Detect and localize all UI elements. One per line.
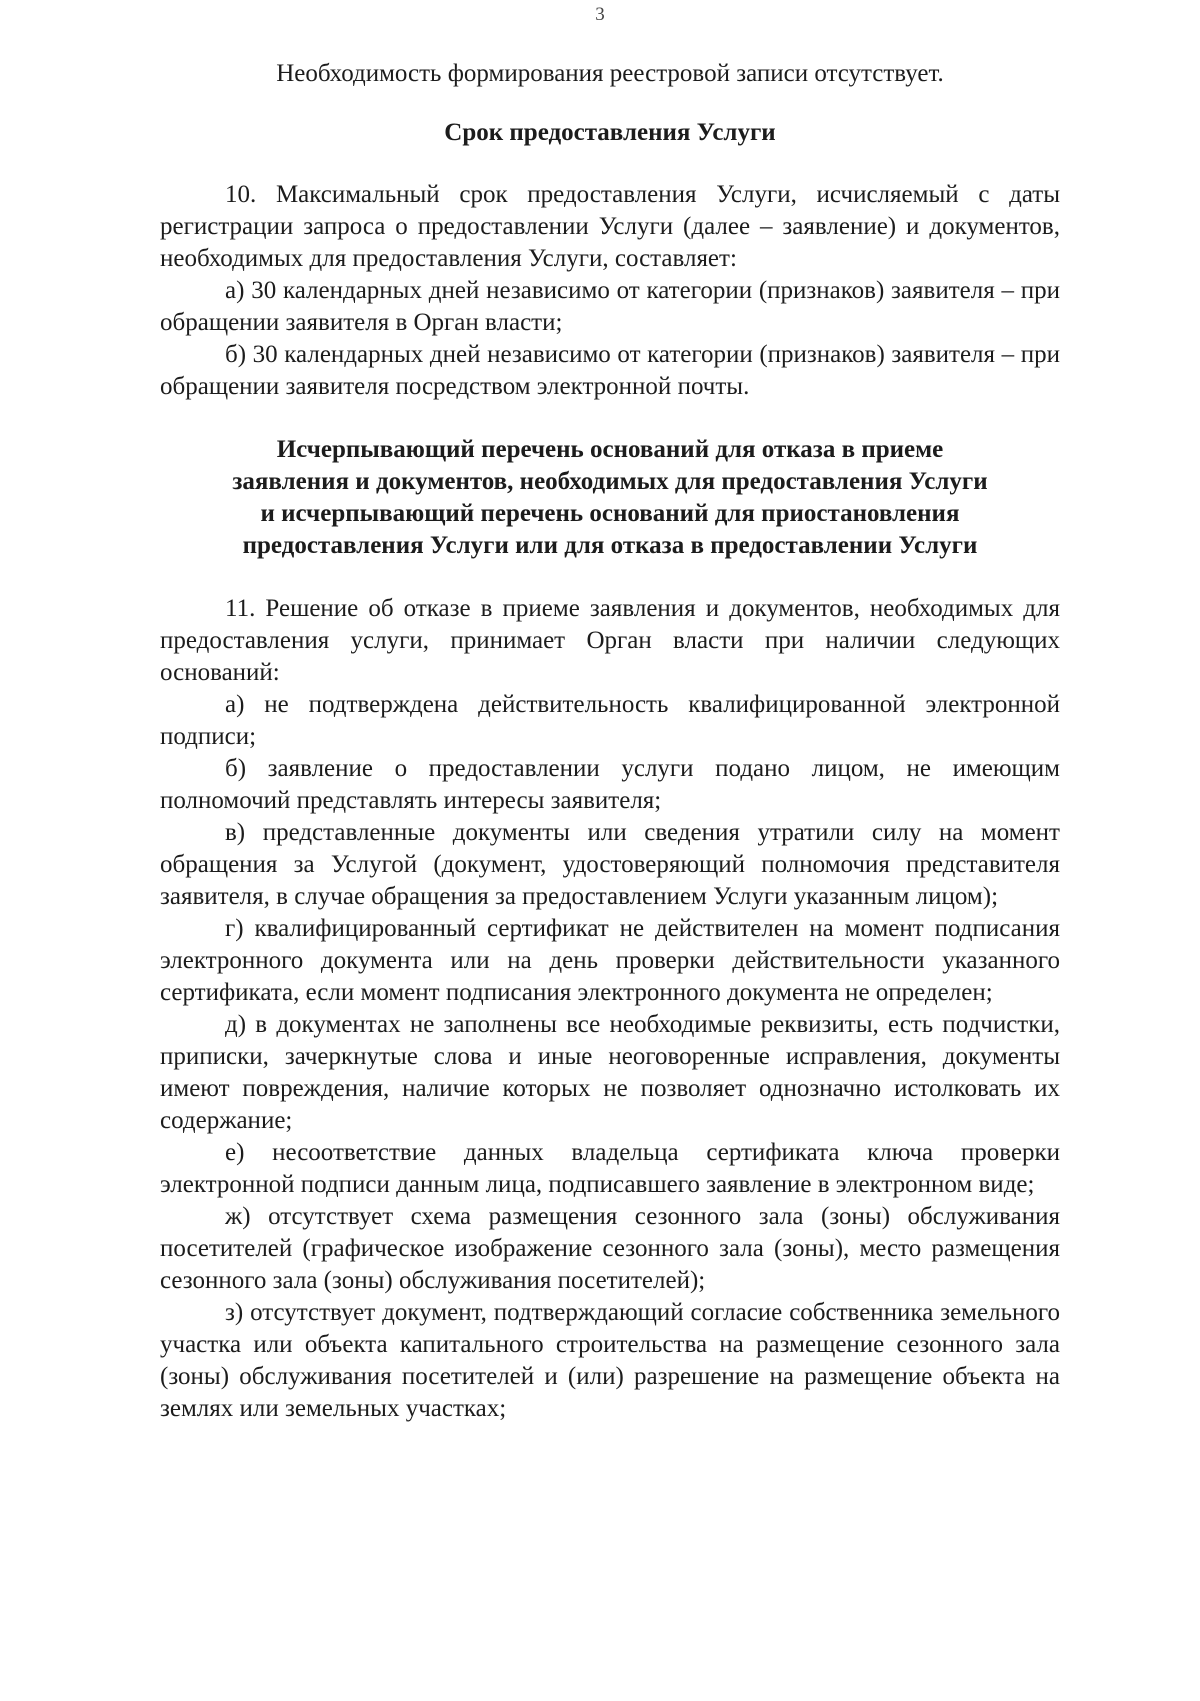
intro-text: Необходимость формирования реестровой записи отсутствует. xyxy=(276,60,944,87)
paragraph-11-g: г) квалифицированный сертификат не действителен на момент подписания электронного документа или на день проверки действительности указанного сертификата, если момент подписания электронного документа не определен; xyxy=(160,915,1060,1006)
document-body xyxy=(160,58,1060,1425)
paragraph-11-a: а) не подтверждена действительность квалифицированной электронной подписи; xyxy=(160,691,1060,750)
paragraph-11-b: б) заявление о предоставлении услуги подано лицом, не имеющим полномочий представлять интересы заявителя; xyxy=(160,755,1060,814)
heading-line: Исчерпывающий перечень оснований для отказа в приеме xyxy=(276,436,944,463)
paragraph-10: 10. Максимальный срок предоставления Услуги, исчисляемый с даты регистрации запроса о предоставлении Услуги (далее – заявление) и документов, необходимых для предоставления Услуги, составляет: xyxy=(160,181,1060,272)
heading-line: заявления и документов, необходимых для предоставления Услуги xyxy=(232,468,988,495)
paragraph-11-zh: ж) отсутствует схема размещения сезонного зала (зоны) обслуживания посетителей (графическое изображение сезонного зала (зоны), место размещения сезонного зала (зоны) обслуживания посетителей); xyxy=(160,1203,1060,1294)
paragraph-11: 11. Решение об отказе в приеме заявления и документов, необходимых для предоставления услуги, принимает Орган власти при наличии следующих оснований: xyxy=(160,595,1060,686)
paragraph-10-a: а) 30 календарных дней независимо от категории (признаков) заявителя – при обращении заявителя в Орган власти; xyxy=(160,277,1060,336)
paragraph-10-b: б) 30 календарных дней независимо от категории (признаков) заявителя – при обращении заявителя посредством электронной почты. xyxy=(160,341,1060,400)
paragraph-11-d: д) в документах не заполнены все необходимые реквизиты, есть подчистки, приписки, зачеркнутые слова и иные неоговоренные исправления, документы имеют повреждения, наличие которых не позволяет однозначно истолковать их содержание; xyxy=(160,1011,1060,1134)
paragraph-11-e: е) несоответствие данных владельца сертификата ключа проверки электронной подписи данным лица, подписавшего заявление в электронном виде; xyxy=(160,1139,1060,1198)
section-heading-term: Срок предоставления Услуги xyxy=(444,119,776,146)
paragraph-11-v: в) представленные документы или сведения утратили силу на момент обращения за Услугой (документ, удостоверяющий полномочия представителя заявителя, в случае обращения за предоставлением Услуги указанным лицом); xyxy=(160,819,1060,910)
page-number: 3 xyxy=(595,4,605,25)
section-heading-refusal xyxy=(160,434,1060,562)
paragraph-11-z: з) отсутствует документ, подтверждающий согласие собственника земельного участка или объекта капитального строительства на размещение сезонного зала (зоны) обслуживания посетителей и (или) разрешение на размещение объекта на землях или земельных участках; xyxy=(160,1299,1060,1422)
heading-line: и исчерпывающий перечень оснований для приостановления xyxy=(260,500,960,527)
heading-line: предоставления Услуги или для отказа в предоставлении Услуги xyxy=(242,532,978,559)
